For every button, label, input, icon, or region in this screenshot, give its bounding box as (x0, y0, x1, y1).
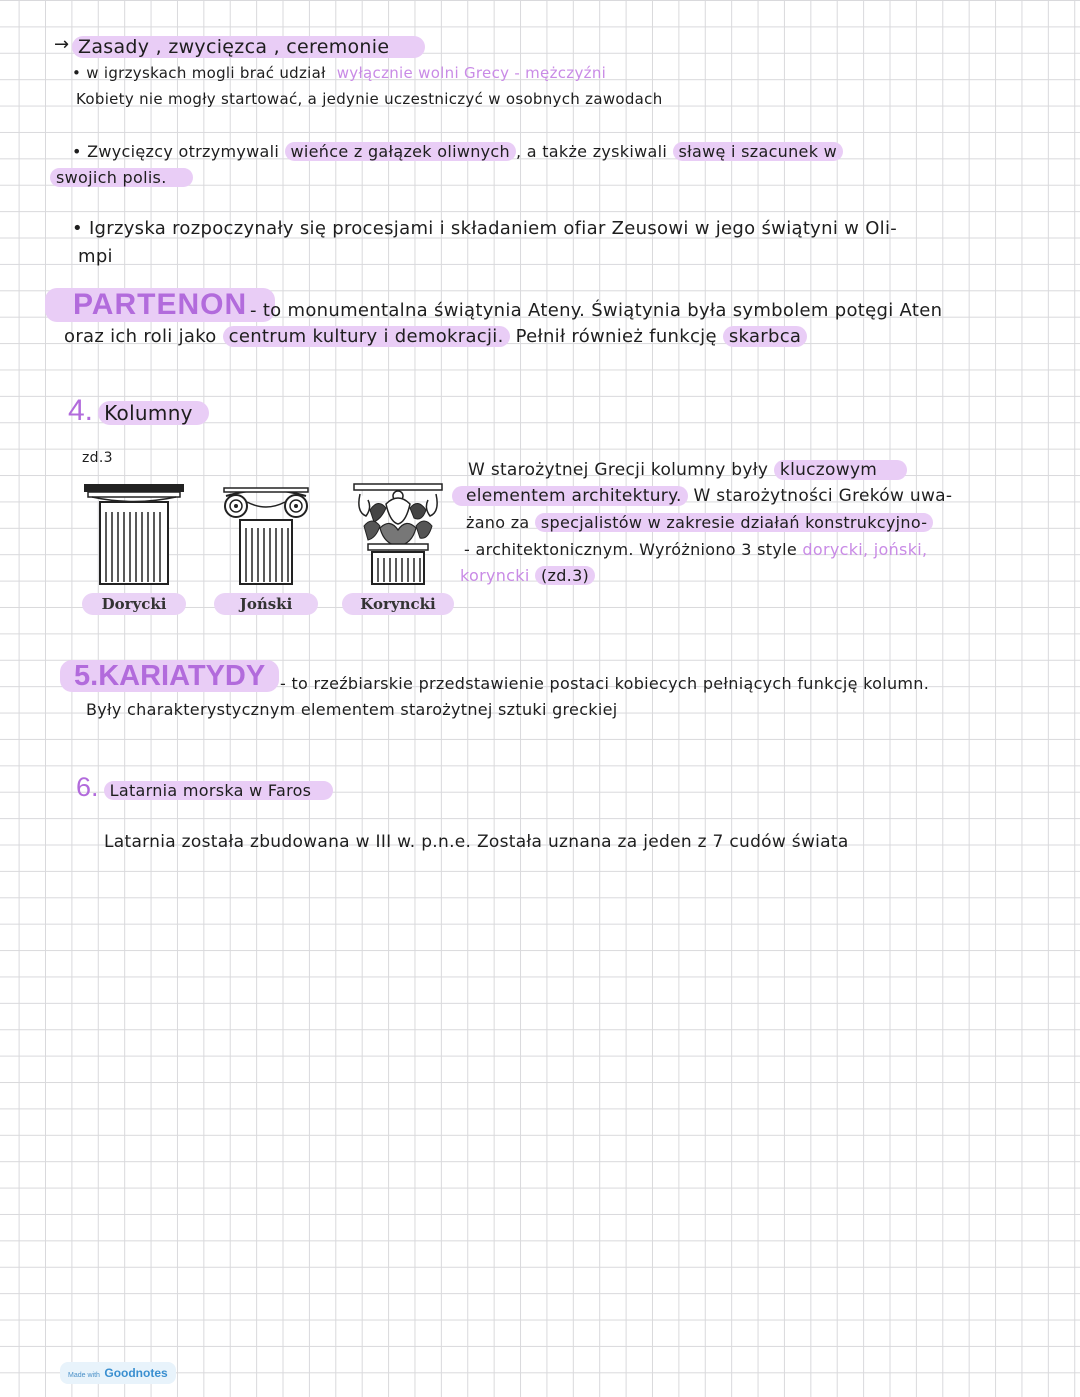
corinthian-column-image (352, 482, 444, 586)
columns-text-line3: żano za specjalistów w zakresie działań konstrukcyjno- (466, 513, 933, 532)
partenon-title: PARTENON (45, 288, 275, 322)
kariatydy-line2: Były charakterystycznym elementem starożytnej sztuki greckiej (86, 700, 618, 719)
caption-ionic: Joński (214, 593, 318, 615)
rules-bullet1-line2: Kobiety nie mogły startować, a jedynie uczestniczyć w osobnych zawodach (76, 90, 663, 108)
rules-bullet1-line1: • w igrzyskach mogli brać udział wyłącznie wolni Grecy - mężczyźni (72, 64, 607, 82)
partenon-line2: oraz ich roli jako centrum kultury i demokracji. Pełnił również funkcję skarbca (64, 326, 807, 347)
rules-heading: Zasady , zwycięzca , ceremonie (72, 36, 425, 58)
caption-corinthian: Koryncki (342, 593, 454, 615)
columns-text-line5: koryncki (zd.3) (460, 566, 595, 585)
columns-text-line2: elementem architektury. W starożytności Greków uwa- (452, 486, 952, 506)
faros-heading: 6. Latarnia morska w Faros (76, 772, 333, 803)
rules-bullet3-line1: • Igrzyska rozpoczynały się procesjami i składaniem ofiar Zeusowi w jego świątyni w Oli- (72, 218, 898, 239)
goodnotes-watermark: Made with Goodnotes (60, 1362, 176, 1384)
ionic-column-image (220, 482, 312, 586)
kariatydy-line1: - to rzeźbiarskie przedstawienie postaci kobiecych pełniących funkcję kolumn. (280, 674, 930, 693)
arrow-icon: → (54, 34, 70, 55)
columns-text-line4: - architektonicznym. Wyróżniono 3 style dorycki, joński, (464, 540, 928, 559)
rules-bullet2-line1: • Zwycięzcy otrzymywali wieńce z gałązek oliwnych , a także zyskiwali sławę i szacunek w (72, 142, 843, 161)
doric-column-image (82, 482, 186, 586)
kariatydy-heading: 5.KARIATYDY (60, 660, 279, 693)
faros-line1: Latarnia została zbudowana w III w. p.n.e. Została uznana za jeden z 7 cudów świata (104, 832, 849, 852)
columns-heading: 4. Kolumny (68, 394, 209, 428)
rules-bullet3-line2: mpi (78, 246, 113, 267)
caption-doric: Dorycki (82, 593, 186, 615)
partenon-line1: - to monumentalna świątynia Ateny. Świątynia była symbolem potęgi Aten (250, 300, 943, 321)
columns-text-line1: W starożytnej Grecji kolumny były kluczowym (468, 460, 907, 480)
columns-zd-label: zd.3 (82, 450, 113, 466)
rules-bullet2-line2: swojich polis. (50, 168, 193, 187)
